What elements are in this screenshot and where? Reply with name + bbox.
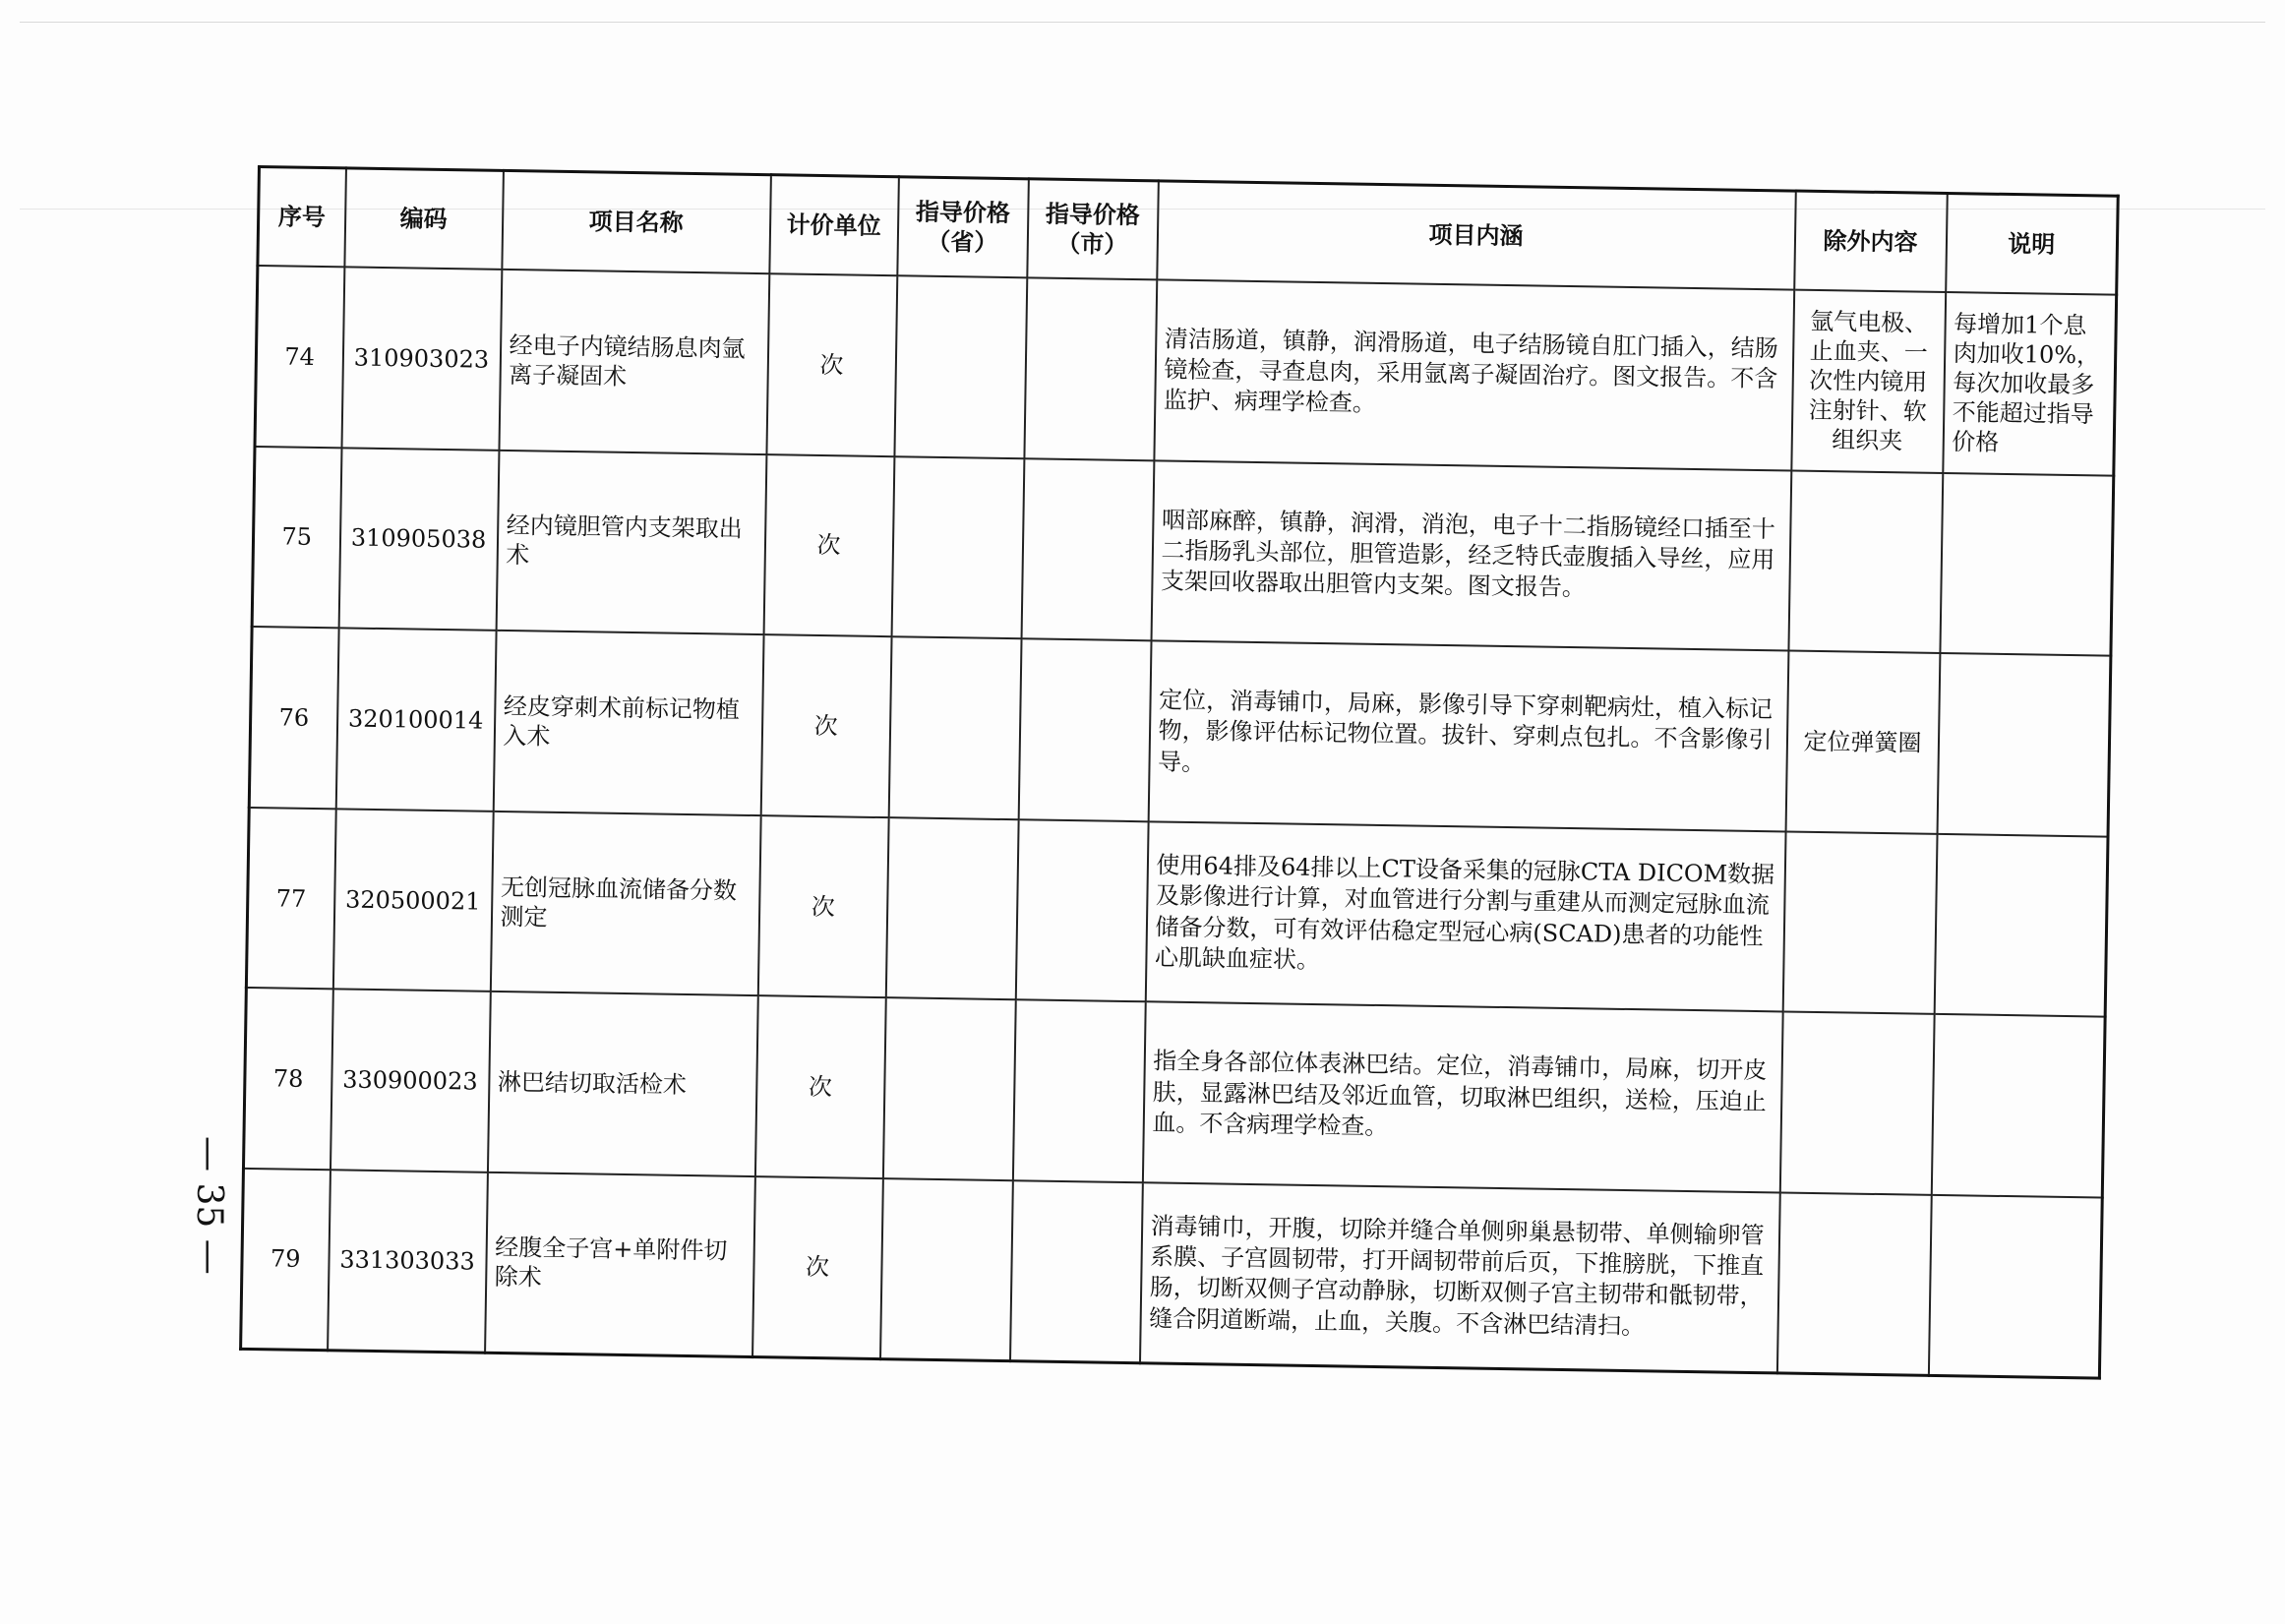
cell-notes xyxy=(1940,473,2114,656)
header-price-province: 指导价格（省） xyxy=(897,177,1029,278)
header-notes: 说明 xyxy=(1946,193,2119,294)
cell-price-city xyxy=(1021,458,1154,641)
cell-seq: 79 xyxy=(241,1169,331,1351)
cell-content: 咽部麻醉，镇静，润滑，消泡，电子十二指肠镜经口插至十二指肠乳头部位，胆管造影，经乏特氏壶腹插入导丝，应用支架回收器取出胆管内支架。图文报告。 xyxy=(1151,460,1791,651)
cell-name: 经内镜胆管内支架取出术 xyxy=(496,450,766,634)
cell-content: 使用64排及64排以上CT设备采集的冠脉CTA DICOM数据及影像进行计算，对血管进行分割与重建从而测定冠脉血流储备分数，可有效评估稳定型冠心病(SCAD)患者的功能性心肌缺血症状。 xyxy=(1145,821,1785,1012)
cell-seq: 78 xyxy=(243,988,332,1170)
cell-name: 淋巴结切取活检术 xyxy=(487,992,757,1176)
cell-unit: 次 xyxy=(763,454,894,637)
cell-exclusions xyxy=(1788,470,1943,653)
cell-notes xyxy=(1937,653,2111,836)
cell-code: 330900023 xyxy=(330,990,490,1173)
cell-price-city xyxy=(1018,638,1151,821)
cell-notes xyxy=(1934,834,2108,1017)
cell-notes: 每增加1个息肉加收10%，每次加收最多不能超过指导价格 xyxy=(1943,292,2117,475)
cell-content: 清洁肠道，镇静，润滑肠道，电子结肠镜自肛门插入，结肠镜检查，寻查息肉，采用氩离子凝固治疗。图文报告。不含监护、病理学检查。 xyxy=(1154,279,1794,470)
cell-notes xyxy=(1928,1195,2102,1378)
cell-unit: 次 xyxy=(760,634,891,817)
cell-price-province xyxy=(891,456,1024,639)
table-row xyxy=(255,266,2117,475)
cell-unit: 次 xyxy=(752,1176,883,1359)
table-row xyxy=(243,988,2105,1197)
cell-notes xyxy=(1931,1014,2105,1197)
page-number: — 35 — xyxy=(189,1136,229,1275)
cell-price-city xyxy=(1015,819,1148,1002)
cell-unit: 次 xyxy=(757,815,888,998)
cell-price-province xyxy=(888,636,1021,819)
cell-content: 定位，消毒铺巾，局麻，影像引导下穿刺靶病灶，植入标记物，影像评估标记物位置。拔针、穿刺点包扎。不含影像引导。 xyxy=(1148,640,1788,831)
cell-name: 经皮穿刺术前标记物植入术 xyxy=(493,631,763,815)
cell-seq: 75 xyxy=(252,447,341,629)
header-seq: 序号 xyxy=(258,167,346,268)
cell-price-city xyxy=(1012,1000,1145,1183)
cell-name: 无创冠脉血流储备分数测定 xyxy=(490,812,760,996)
fee-table xyxy=(239,165,2120,1380)
cell-code: 320500021 xyxy=(332,809,493,992)
table-row xyxy=(249,627,2111,836)
cell-content: 指全身各部位体表淋巴结。定位，消毒铺巾，局麻，切开皮肤，显露淋巴结及邻近血管，切取淋巴组织，送检，压迫止血。不含病理学检查。 xyxy=(1142,1002,1782,1193)
cell-seq: 77 xyxy=(246,808,335,990)
header-exclusions: 除外内容 xyxy=(1794,191,1948,292)
header-name: 项目名称 xyxy=(502,170,771,273)
cell-code: 331303033 xyxy=(328,1170,488,1353)
cell-exclusions: 氩气电极、止血夹、一次性内镜用注射针、软组织夹 xyxy=(1791,290,1946,473)
header-code: 编码 xyxy=(344,168,504,270)
table-row xyxy=(246,808,2108,1017)
table-row xyxy=(252,447,2114,656)
cell-exclusions xyxy=(1779,1012,1934,1195)
header-content: 项目内涵 xyxy=(1157,181,1795,290)
cell-name: 经腹全子宫+单附件切除术 xyxy=(485,1173,755,1357)
header-price-city: 指导价格（市） xyxy=(1027,179,1159,280)
cell-content: 消毒铺巾，开腹，切除并缝合单侧卵巢悬韧带、单侧输卵管系膜、子宫圆韧带，打开阔韧带前后页，下推膀胱，下推直肠，切断双侧子宫动静脉，切断双侧子宫主韧带和骶韧带，缝合阴道断端，止血，关腹。不含淋巴结清扫。 xyxy=(1139,1182,1779,1373)
cell-seq: 76 xyxy=(249,627,338,809)
cell-price-province xyxy=(894,275,1027,458)
cell-seq: 74 xyxy=(255,266,344,448)
cell-price-province xyxy=(885,817,1018,1000)
cell-exclusions xyxy=(1776,1192,1931,1375)
fee-table-container xyxy=(239,165,2117,1380)
header-unit: 计价单位 xyxy=(769,175,899,276)
cell-price-province xyxy=(880,1178,1013,1361)
cell-price-province xyxy=(882,997,1015,1180)
cell-price-city xyxy=(1009,1180,1142,1363)
cell-unit: 次 xyxy=(754,995,885,1178)
cell-code: 310903023 xyxy=(341,267,502,450)
cell-code: 310905038 xyxy=(338,448,499,631)
cell-exclusions xyxy=(1782,831,1937,1014)
cell-code: 320100014 xyxy=(335,629,496,812)
cell-price-city xyxy=(1024,277,1157,460)
cell-exclusions: 定位弹簧圈 xyxy=(1785,651,1940,834)
scan-edge-line xyxy=(20,22,2265,23)
cell-unit: 次 xyxy=(766,273,897,456)
table-row xyxy=(241,1169,2103,1378)
cell-name: 经电子内镜结肠息肉氩离子凝固术 xyxy=(499,270,769,454)
